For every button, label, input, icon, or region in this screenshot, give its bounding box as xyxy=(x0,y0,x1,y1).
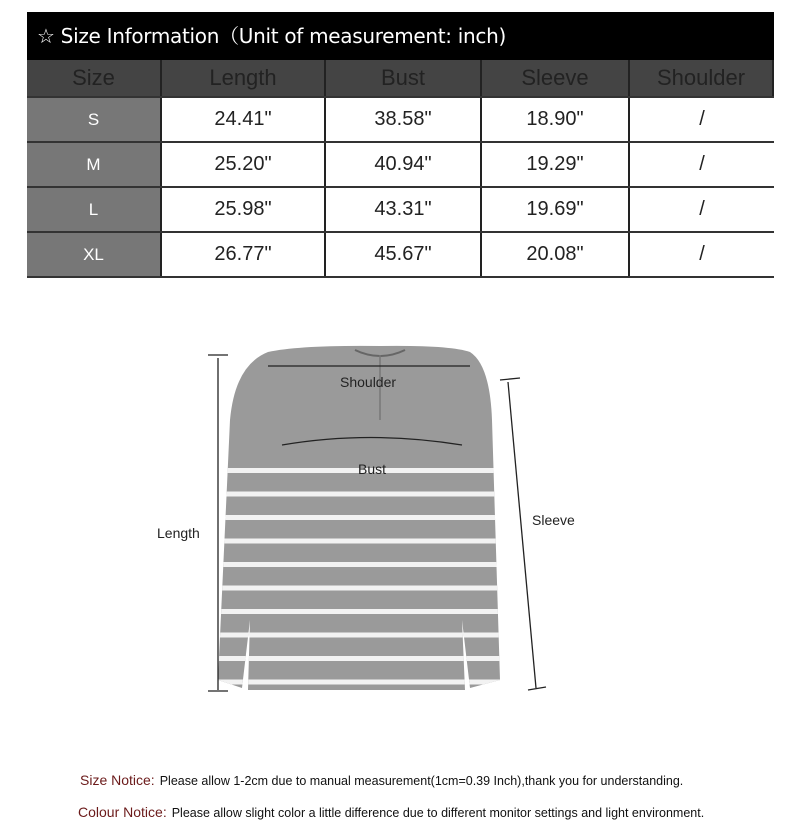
header-shoulder: Shoulder xyxy=(630,60,774,96)
length-label: Length xyxy=(157,525,200,541)
cell-sleeve: 19.69" xyxy=(482,188,630,231)
size-notice-label: Size Notice: xyxy=(80,772,155,788)
sweater-diagram xyxy=(0,330,800,710)
stripe xyxy=(200,656,520,661)
sleeve-label: Sleeve xyxy=(532,512,575,528)
size-table xyxy=(27,12,774,278)
cell-shoulder: / xyxy=(699,153,705,175)
cell-bust: 43.31" xyxy=(326,188,482,231)
cell-length: 26.77" xyxy=(162,233,326,276)
table-row xyxy=(27,98,774,143)
sweater-image xyxy=(200,340,520,700)
cell-sleeve: 19.29" xyxy=(482,143,630,186)
cell-size: L xyxy=(27,188,162,231)
header-size: Size xyxy=(27,60,162,96)
cell-shoulder: / xyxy=(699,243,705,265)
size-notice-text: Please allow 1-2cm due to manual measurement(1cm=0.39 Inch),thank you for understanding. xyxy=(159,774,684,788)
table-row xyxy=(27,188,774,233)
stripe xyxy=(200,562,520,567)
table-header xyxy=(27,60,774,98)
cell-size: XL xyxy=(27,233,162,276)
table-row xyxy=(27,143,774,188)
cell-bust: 45.67" xyxy=(326,233,482,276)
header-length: Length xyxy=(162,60,326,96)
cell-bust: 38.58" xyxy=(326,98,482,141)
cell-length: 25.20" xyxy=(162,143,326,186)
header-sleeve: Sleeve xyxy=(482,60,630,96)
colour-notice-text: Please allow slight color a little difference due to different monitor settings and light environment. xyxy=(171,806,705,820)
stripe xyxy=(200,609,520,614)
colour-notice-label: Colour Notice: xyxy=(78,804,167,820)
cell-length: 25.98" xyxy=(162,188,326,231)
stripe xyxy=(200,492,520,497)
cell-sleeve: 18.90" xyxy=(482,98,630,141)
cell-bust: 40.94" xyxy=(326,143,482,186)
cell-shoulder: / xyxy=(699,198,705,220)
cell-sleeve: 20.08" xyxy=(482,233,630,276)
sleeve-arrow xyxy=(508,382,536,688)
colour-notice xyxy=(78,804,704,820)
stripe xyxy=(200,586,520,591)
cell-length: 24.41" xyxy=(162,98,326,141)
shoulder-label: Shoulder xyxy=(340,374,397,390)
stripe xyxy=(200,633,520,638)
table-row xyxy=(27,233,774,278)
cell-size: S xyxy=(27,98,162,141)
cell-size: M xyxy=(27,143,162,186)
stripe xyxy=(200,515,520,520)
size-notice xyxy=(80,772,683,788)
stripe xyxy=(200,539,520,544)
stripe xyxy=(200,680,520,685)
header-bust: Bust xyxy=(326,60,482,96)
bust-label: Bust xyxy=(358,461,387,477)
cell-shoulder: / xyxy=(699,108,705,130)
table-title: ☆ Size Information（Unit of measurement: inch) xyxy=(27,12,774,60)
